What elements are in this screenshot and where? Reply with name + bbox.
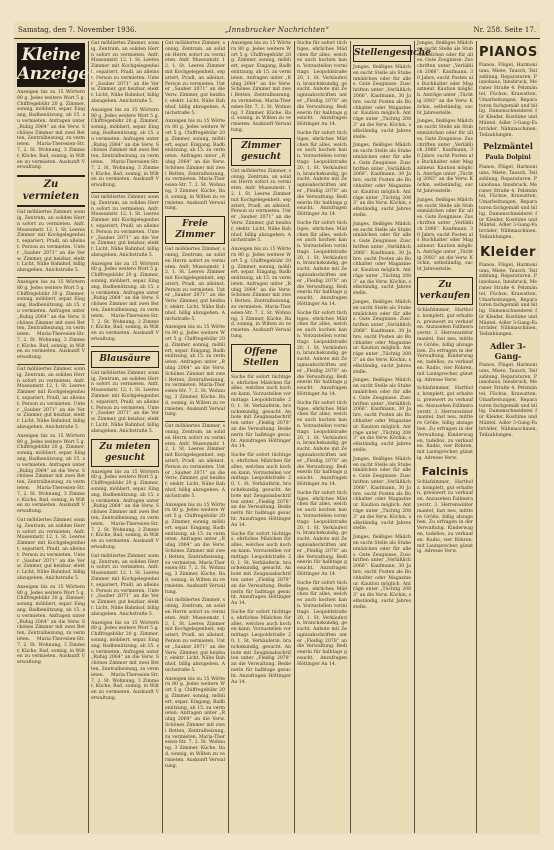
ad-text: Suche für sofort tüchtiges, ehrliches Mädchen für alles, welches auch kochen kann. Vorzustellen vormittags Leopoldstraße 20, 1. St. Verkäuferin, branchekundig, gesucht. Anbote mit Zeugnisabschriften unter „Fleißig 2078“ an die Verwaltung. Bedienerin für halbtags gesucht. Anzufragen Höttinger Au 14. (297, 41, 347, 128)
ad-text: Anzeigen bis zu 15 Wörtern 80 g. Jedes weitere Wort 5 g. Chiffregebühr 20 g. Zimmer, sonnig, möbliert, separ. Eingang, Badbenützung, ab 15. zu vermieten. Anfragen unter „Ruhig 2064“ an die Verw. Schönes Zimmer mit zwei Betten, Zentralheizung, zu vermieten. Maria-Theresien-Str. 7, 2. St. Wohnung, 3 Zimmer, Küche, Bad, sonnig, in Wilten zu vermieten. Auskunft Verwaltung. (17, 584, 85, 666)
ad-text: Gut möbliertes Zimmer, sonnig, Zentrum, an soliden Herrn sofort zu vermieten. Anfr. Museumstr. 12, 1. St. Leeres Zimmer mit Kochgelegenheit, separiert, Pradl, an alleinst. Person zu vermieten. Unter „Sauber 2071“ an die Verw. Zimmer, gut heizbar, elektr. Licht, Nähe Bahnhof, billig abzugeben. Anichstraße 5. (165, 247, 225, 322)
ad-text: Anzeigen bis zu 15 Wörtern 80 g. Jedes weitere Wort 5 g. Chiffregebühr 20 g. Zimmer, sonnig, möbliert, separ. Eingang, Badbenützung, ab 15. zu vermieten. Anfragen unter „Ruhig 2064“ an die Verw. Schönes Zimmer mit zwei Betten, Zentralheizung, zu vermieten. Maria-Theresien-Str. 7, 2. St. Wohnung, 3 Zimmer, Küche, Bad, sonnig, in Wilten zu vermieten. Auskunft Verwaltung. (165, 502, 225, 595)
ad-text: Anzeigen bis zu 15 Wörtern 80 g. Jedes weitere Wort 5 g. Chiffregebühr 20 g. Zimmer, sonnig, möbliert, separ. Eingang, Badbenützung, ab 15. zu vermieten. Anfragen unter „Ruhig 2064“ an die Verw. Schönes Zimmer mit zwei Betten, Zentralheizung, zu vermieten. Maria-Theresien-Str. 7, 2. St. Wohnung, 3 Zimmer, Küche, Bad, sonnig, in Wilten zu vermieten. Auskunft Verwaltung. (17, 433, 85, 515)
ad-text: Pianos, Flügel, Harmoniums, Miete, Tausch, Teilzahlung, Reparaturen. Pianohaus, Innsbruck, Meraner Straße 4. Pelzmäntel, Füchse, Krawatten, Umarbeitungen, Reparaturen fachgemäß und billig. Damenschneiderei für Kleider, Kostüme und Mäntel. Adler 3-Gang-Fahrräder, Nähmaschinen, Teilzahlungen. (479, 165, 537, 240)
ad-text: Junges, fleißiges Mädchen sucht Stelle als Stubenmädchen oder für alles. Gute Zeugnisse. Zuschriften unter „Verläßlich 2066“. Kaufmann, 30 Jahre, sucht Posten als Buchhalter oder Magazineur. Kaution möglich. Anträge unter „Tüchtig 2083“ an die Verw. Köchin, selbständig, sucht Jahresstelle. (417, 41, 473, 116)
page-header (14, 22, 540, 39)
ad-text: Gut möbliertes Zimmer, sonnig, Zentrum, an soliden Herrn sofort zu vermieten. Anfr. Museumstr. 12, 1. St. Leeres Zimmer mit Kochgelegenheit, separiert, Pradl, an alleinst. Person zu vermieten. Unter „Sauber 2071“ an die Verw. Zimmer, gut heizbar, elektr. Licht, Nähe Bahnhof, billig abzugeben. Anichstraße 5. (17, 210, 85, 274)
ad-text: Anzeigen bis zu 15 Wörtern 80 g. Jedes weitere Wort 5 g. Chiffregebühr 20 g. Zimmer, sonnig, möbliert, separ. Eingang, Badbenützung, ab 15. zu vermieten. Anfragen unter „Ruhig 2064“ an die Verw. Schönes Zimmer mit zwei Betten, Zentralheizung, zu vermieten. Maria-Theresien-Str. 7, 2. St. Wohnung, 3 Zimmer, Küche, Bad, sonnig, in Wilten zu vermieten. Auskunft Verwaltung. (231, 41, 291, 133)
header-title: „Innsbrucker Nachrichten“ (224, 26, 330, 34)
pelzmaentel-heading: Pelzmäntel (483, 141, 533, 152)
ad-text: Gut möbliertes Zimmer, sonnig, Zentrum, an soliden Herrn sofort zu vermieten. Anfr. Museumstr. 12, 1. St. Leeres Zimmer mit Kochgelegenheit, separiert, Pradl, an alleinst. Person zu vermieten. Unter „Sauber 2071“ an die Verw. Zimmer, gut heizbar, elektr. Licht, Nähe Bahnhof, billig abzugeben. Anichstraße 5. (165, 41, 225, 116)
ad-text: Suche für sofort tüchtiges, ehrliches Mädchen für alles, welches auch kochen kann. Vorzustellen vormittags Leopoldstraße 20, 1. St. Verkäuferin, branchekundig, gesucht. Anbote mit Zeugnisabschriften unter „Fleißig 2078“ an die Verwaltung. Bedienerin für halbtags gesucht. Anzufragen Höttinger Au 14. (231, 453, 291, 528)
ad-text: Junges, fleißiges Mädchen sucht Stelle als Stubenmädchen oder für alles. Gute Zeugnisse. Zuschriften unter „Verläßlich 2066“. Kaufmann, 30 Jahre, sucht Posten als Buchhalter oder Magazineur. Kaution möglich. Anträge unter „Tüchtig 2083“ an die Verw. Köchin, selbständig, sucht Jahresstelle. (353, 378, 411, 453)
ad-text: Schlafzimmer, Hartholz, komplett, gut erhalten, preiswert zu verkaufen. Anzusehen Fallmerayerstr. 3. Herrenwintermantel, fast neu, mittlere Größe, billig abzugeben. Zu erfragen in der Verwaltung. Kinderwagen, tadellos, zu verkaufen. Radio, vier Röhren, mit Lautsprecher, günstig. Adresse Verw. (417, 479, 473, 555)
ad-text: Pianos, Flügel, Harmoniums, Miete, Tausch, Teilzahlung, Reparaturen. Pianohaus, Innsbruck, Meraner Straße 4. Pelzmäntel, Füchse, Krawatten, Umarbeitungen, Reparaturen fachgemäß und billig. Damenschneiderei für Kleider, Kostüme und Mäntel. Adler 3-Gang-Fahrräder, Nähmaschinen, Teilzahlungen. (479, 63, 537, 138)
ad-text: Gut möbliertes Zimmer, sonnig, Zentrum, an soliden Herrn sofort zu vermieten. Anfr. Museumstr. 12, 1. St. Leeres Zimmer mit Kochgelegenheit, separiert, Pradl, an alleinst. Person zu vermieten. Unter „Sauber 2071“ an die Verw. Zimmer, gut heizbar, elektr. Licht, Nähe Bahnhof, billig abzugeben. Anichstraße 5. (231, 168, 291, 244)
newspaper-page (14, 22, 540, 834)
ad-text: Suche für sofort tüchtiges, ehrliches Mädchen für alles, welches auch kochen kann. Vorzustellen vormittags Leopoldstraße 20, 1. St. Verkäuferin, branchekundig, gesucht. Anbote mit Zeugnisabschriften unter „Fleißig 2078“ an die Verwaltung. Bedienerin für halbtags gesucht. Anzufragen Höttinger Au 14. (297, 220, 347, 308)
ad-text: Suche für sofort tüchtiges, ehrliches Mädchen für alles, welches auch kochen kann. Vorzustellen vormittags Leopoldstraße 20, 1. St. Verkäuferin, branchekundig, gesucht. Anbote mit Zeugnisabschriften unter „Fleißig 2078“ an die Verwaltung. Bedienerin für halbtags gesucht. Anzufragen Höttinger Au 14. (231, 609, 291, 685)
ad-text: Gut möbliertes Zimmer, sonnig, Zentrum, an soliden Herrn sofort zu vermieten. Anfr. Museumstr. 12, 1. St. Leeres Zimmer mit Kochgelegenheit, separiert, Pradl, an alleinst. Person zu vermieten. Unter „Sauber 2071“ an die Verw. Zimmer, gut heizbar, elektr. Licht, Nähe Bahnhof, billig abzugeben. Anichstraße 5. (91, 370, 159, 434)
ad-text: Gut möbliertes Zimmer, sonnig, Zentrum, an soliden Herrn sofort zu vermieten. Anfr. Museumstr. 12, 1. St. Leeres Zimmer mit Kochgelegenheit, separiert, Pradl, an alleinst. Person zu vermieten. Unter „Sauber 2071“ an die Verw. Zimmer, gut heizbar, elektr. Licht, Nähe Bahnhof, billig abzugeben. Anichstraße 5. (165, 598, 225, 673)
ad-text: Junges, fleißiges Mädchen sucht Stelle als Stubenmädchen oder für alles. Gute Zeugnisse. Zuschriften unter „Verläßlich 2066“. Kaufmann, 30 Jahre, sucht Posten als Buchhalter oder Magazineur. Kaution möglich. Anträge unter „Tüchtig 2083“ an die Verw. Köchin, selbständig, sucht Jahresstelle. (353, 535, 411, 610)
ad-text: Schlafzimmer, Hartholz, komplett, gut erhalten, preiswert zu verkaufen. Anzusehen Fallmerayerstr. 3. Herrenwintermantel, fast neu, mittlere Größe, billig abzugeben. Zu erfragen in der Verwaltung. Kinderwagen, tadellos, zu verkaufen. Radio, vier Röhren, mit Lautsprecher, günstig. Adresse Verw. (417, 386, 473, 461)
ad-text: Suche für sofort tüchtiges, ehrliches Mädchen für alles, welches auch kochen kann. Vorzustellen vormittags Leopoldstraße 20, 1. St. Verkäuferin, branchekundig, gesucht. Anbote mit Zeugnisabschriften unter „Fleißig 2078“ an die Verwaltung. Bedienerin für halbtags gesucht. Anzufragen Höttinger Au 14. (297, 310, 347, 398)
zimmer-gesucht-heading: Zimmer gesucht (231, 138, 291, 166)
ad-text: Gut möbliertes Zimmer, sonnig, Zentrum, an soliden Herrn sofort zu vermieten. Anfr. Museumstr. 12, 1. St. Leeres Zimmer mit Kochgelegenheit, separiert, Pradl, an alleinst. Person zu vermieten. Unter „Sauber 2071“ an die Verw. Zimmer, gut heizbar, elektr. Licht, Nähe Bahnhof, billig abzugeben. Anichstraße 5. (91, 553, 159, 617)
ad-text: Anzeigen bis zu 15 Wörtern 80 g. Jedes weitere Wort 5 g. Chiffregebühr 20 g. Zimmer, sonnig, möbliert, separ. Eingang, Badbenützung, ab 15. zu vermieten. Anfragen unter „Ruhig 2064“ an die Verw. Schönes Zimmer mit zwei Betten, Zentralheizung, zu vermieten. Maria-Theresien-Str. 7, 2. St. Wohnung, 3 Zimmer, Küche, Bad, sonnig, in Wilten zu vermieten. Auskunft Verwaltung. (91, 107, 159, 189)
ad-columns (14, 41, 540, 833)
ad-text: Suche für sofort tüchtiges, ehrliches Mädchen für alles, welches auch kochen kann. Vorzustellen vormittags Leopoldstraße 20, 1. St. Verkäuferin, branchekundig, gesucht. Anbote mit Zeugnisabschriften unter „Fleißig 2078“ an die Verwaltung. Bedienerin für halbtags gesucht. Anzufragen Höttinger Au 14. (297, 490, 347, 577)
divider (91, 192, 159, 193)
ad-text: Anzeigen bis zu 15 Wörtern 80 g. Jedes weitere Wort 5 g. Chiffregebühr 20 g. Zimmer, sonnig, möbliert, separ. Eingang, Badbenützung, ab 15. zu vermieten. Anfragen unter „Ruhig 2064“ an die Verw. Schönes Zimmer mit zwei Betten, Zentralheizung, zu vermieten. Maria-Theresien-Str. 7, 2. St. Wohnung, 3 Zimmer, Küche, Bad, sonnig, in Wilten zu vermieten. Auskunft Verwaltung. (165, 325, 225, 418)
ad-text: Anzeigen bis zu 15 Wörtern 80 g. Jedes weitere Wort 5 g. Chiffregebühr 20 g. Zimmer, sonnig, möbliert, separ. Eingang, Badbenützung, ab 15. zu vermieten. Anfragen unter „Ruhig 2064“ an die Verw. Schönes Zimmer mit zwei Betten, Zentralheizung, zu vermieten. Maria-Theresien-Str. 7, 2. St. Wohnung, 3 Zimmer, Küche, Bad, sonnig, in Wilten zu vermieten. Auskunft Verwaltung. (91, 469, 159, 550)
ad-text: Pianos, Flügel, Harmoniums, Miete, Tausch, Teilzahlung, Reparaturen. Pianohaus, Innsbruck, Meraner Straße 4. Pelzmäntel, Füchse, Krawatten, Umarbeitungen, Reparaturen fachgemäß und billig. Damenschneiderei für Kleider, Kostüme und Mäntel. Adler 3-Gang-Fahrräder, Nähmaschinen, Teilzahlungen. (479, 363, 537, 438)
column-3 (162, 41, 229, 833)
ad-text: Suche für sofort tüchtiges, ehrliches Mädchen für alles, welches auch kochen kann. Vorzustellen vormittags Leopoldstraße 20, 1. St. Verkäuferin, branchekundig, gesucht. Anbote mit Zeugnisabschriften unter „Fleißig 2078“ an die Verwaltung. Bedienerin für halbtags gesucht. Anzufragen Höttinger Au 14. (297, 130, 347, 218)
divider (165, 421, 225, 422)
freie-zimmer-heading: Freie Zimmer (165, 216, 225, 244)
ad-text: Gut möbliertes Zimmer, sonnig, Zentrum, an soliden Herrn sofort zu vermieten. Anfr. Museumstr. 12, 1. St. Leeres Zimmer mit Kochgelegenheit, separiert, Pradl, an alleinst. Person zu vermieten. Unter „Sauber 2071“ an die Verw. Zimmer, gut heizbar, elektr. Licht, Nähe Bahnhof, billig abzugeben. Anichstraße 5. (17, 518, 85, 581)
zu-mieten-gesucht-heading: Zu mieten gesucht (91, 439, 159, 467)
column-1 (14, 41, 101, 833)
kleider-heading: Kleider (480, 244, 536, 260)
column-7 (414, 41, 477, 833)
ad-text: Anzeigen bis zu 15 Wörtern 80 g. Jedes weitere Wort 5 g. Chiffregebühr 20 g. Zimmer, sonnig, möbliert, separ. Eingang, Badbenützung, ab 15. zu vermieten. Anfragen unter „Ruhig 2064“ an die Verw. Schönes Zimmer mit zwei Betten, Zentralheizung, zu vermieten. Maria-Theresien-Str. 7, 2. St. Wohnung, 3 Zimmer, Küche, Bad, sonnig, in Wilten zu vermieten. Auskunft Verwaltung. (17, 90, 85, 171)
ad-text: Gut möbliertes Zimmer, sonnig, Zentrum, an soliden Herrn sofort zu vermieten. Anfr. Museumstr. 12, 1. St. Leeres Zimmer mit Kochgelegenheit, separiert, Pradl, an alleinst. Person zu vermieten. Unter „Sauber 2071“ an die Verw. Zimmer, gut heizbar, elektr. Licht, Nähe Bahnhof, billig abzugeben. Anichstraße 5. (165, 424, 225, 499)
ad-text: Anzeigen bis zu 15 Wörtern 80 g. Jedes weitere Wort 5 g. Chiffregebühr 20 g. Zimmer, sonnig, möbliert, separ. Eingang, Badbenützung, ab 15. zu vermieten. Anfragen unter „Ruhig 2064“ an die Verw. Schönes Zimmer mit zwei Betten, Zentralheizung, zu vermieten. Maria-Theresien-Str. 7, 2. St. Wohnung, 3 Zimmer, Küche, Bad, sonnig, in Wilten zu vermieten. Auskunft Verwaltung. (17, 279, 85, 361)
ad-text: Gut möbliertes Zimmer, sonnig, Zentrum, an soliden Herrn sofort zu vermieten. Anfr. Museumstr. 12, 1. St. Leeres Zimmer mit Kochgelegenheit, separiert, Pradl, an alleinst. Person zu vermieten. Unter „Sauber 2071“ an die Verw. Zimmer, gut heizbar, elektr. Licht, Nähe Bahnhof, billig abzugeben. Anichstraße 5. (91, 41, 159, 104)
offene-stellen-heading: Offene Stellen (231, 344, 291, 372)
blausaeure-heading: Blausäure (91, 351, 159, 368)
falcinis-ad-title: Falcinis (421, 464, 469, 478)
ad-text: Gut möbliertes Zimmer, sonnig, Zentrum, an soliden Herrn sofort zu vermieten. Anfr. Museumstr. 12, 1. St. Leeres Zimmer mit Kochgelegenheit, separiert, Pradl, an alleinst. Person zu vermieten. Unter „Sauber 2071“ an die Verw. Zimmer, gut heizbar, elektr. Licht, Nähe Bahnhof, billig abzugeben. Anichstraße 5. (17, 367, 85, 431)
ad-text: Pianos, Flügel, Harmoniums, Miete, Tausch, Teilzahlung, Reparaturen. Pianohaus, Innsbruck, Meraner Straße 4. Pelzmäntel, Füchse, Krawatten, Umarbeitungen, Reparaturen fachgemäß und billig. Damenschneiderei für Kleider, Kostüme und Mäntel. Adler 3-Gang-Fahrräder, Nähmaschinen, Teilzahlungen. (479, 262, 537, 338)
column-6 (350, 41, 431, 833)
stellengesuche-heading: Stellengesuche (353, 45, 411, 62)
ad-text: Junges, fleißiges Mädchen sucht Stelle als Stubenmädchen oder für alles. Gute Zeugnisse. Zuschriften unter „Verläßlich 2066“. Kaufmann, 30 Jahre, sucht Posten als Buchhalter oder Magazineur. Kaution möglich. Anträge unter „Tüchtig 2083“ an die Verw. Köchin, selbständig, sucht Jahresstelle. (353, 65, 411, 140)
ad-text: Anzeigen bis zu 15 Wörtern 80 g. Jedes weitere Wort 5 g. Chiffregebühr 20 g. Zimmer, sonnig, möbliert, separ. Eingang, Badbenützung, ab 15. zu vermieten. Anfragen unter „Ruhig 2064“ an die Verw. Schönes Zimmer mit zwei Betten, Zentralheizung, zu vermieten. Maria-Theresien-Str. 7, 2. St. Wohnung, 3 Zimmer, Küche, Bad, sonnig, in Wilten zu vermieten. Auskunft Verwaltung. (91, 261, 159, 343)
header-page-number: Nr. 258. Seite 17. (473, 26, 536, 34)
ad-text: Junges, fleißiges Mädchen sucht Stelle als Stubenmädchen oder für alles. Gute Zeugnisse. Zuschriften unter „Verläßlich 2066“. Kaufmann, 30 Jahre, sucht Posten als Buchhalter oder Magazineur. Kaution möglich. Anträge unter „Tüchtig 2083“ an die Verw. Köchin, selbständig, sucht Jahresstelle. (353, 456, 411, 532)
zu-vermieten-heading: Zu vermieten (17, 175, 85, 207)
ad-text: Junges, fleißiges Mädchen sucht Stelle als Stubenmädchen oder für alles. Gute Zeugnisse. Zuschriften unter „Verläßlich 2066“. Kaufmann, 30 Jahre, sucht Posten als Buchhalter oder Magazineur. Kaution möglich. Anträge unter „Tüchtig 2083“ an die Verw. Köchin, selbständig, sucht Jahresstelle. (353, 143, 411, 218)
ad-text: Junges, fleißiges Mädchen sucht Stelle als Stubenmädchen oder für alles. Gute Zeugnisse. Zuschriften unter „Verläßlich 2066“. Kaufmann, 30 Jahre, sucht Posten als Buchhalter oder Magazineur. Kaution möglich. Anträge unter „Tüchtig 2083“ an die Verw. Köchin, selbständig, sucht Jahresstelle. (417, 119, 473, 194)
pelzmaentel-subheading: Paula Dolpini (485, 154, 531, 162)
ad-text: Junges, fleißiges Mädchen sucht Stelle als Stubenmädchen oder für alles. Gute Zeugnisse. Zuschriften unter „Verläßlich 2066“. Kaufmann, 30 Jahre, sucht Posten als Buchhalter oder Magazineur. Kaution möglich. Anträge unter „Tüchtig 2083“ an die Verw. Köchin, selbständig, sucht Jahresstelle. (353, 300, 411, 375)
ad-text: Gut möbliertes Zimmer, sonnig, Zentrum, an soliden Herrn sofort zu vermieten. Anfr. Museumstr. 12, 1. St. Leeres Zimmer mit Kochgelegenheit, separiert, Pradl, an alleinst. Person zu vermieten. Unter „Sauber 2071“ an die Verw. Zimmer, gut heizbar, elektr. Licht, Nähe Bahnhof, billig abzugeben. Anichstraße 5. (91, 194, 159, 258)
adler-heading: Adler 3-Gang- (490, 341, 526, 362)
ad-text: Junges, fleißiges Mädchen sucht Stelle als Stubenmädchen oder für alles. Gute Zeugnisse. Zuschriften unter „Verläßlich 2066“. Kaufmann, 30 Jahre, sucht Posten als Buchhalter oder Magazineur. Kaution möglich. Anträge unter „Tüchtig 2083“ an die Verw. Köchin, selbständig, sucht Jahresstelle. (417, 197, 473, 273)
ad-text: Anzeigen bis zu 15 Wörtern 80 g. Jedes weitere Wort 5 g. Chiffregebühr 20 g. Zimmer, sonnig, möbliert, separ. Eingang, Badbenützung, ab 15. zu vermieten. Anfragen unter „Ruhig 2064“ an die Verw. Schönes Zimmer mit zwei Betten, Zentralheizung, zu vermieten. Maria-Theresien-Str. 7, 2. St. Wohnung, 3 Zimmer, Küche, Bad, sonnig, in Wilten zu vermieten. Auskunft Verwaltung. (231, 247, 291, 340)
column-8 (476, 41, 540, 833)
ad-text: Suche für sofort tüchtiges, ehrliches Mädchen für alles, welches auch kochen kann. Vorzustellen vormittags Leopoldstraße 20, 1. St. Verkäuferin, branchekundig, gesucht. Anbote mit Zeugnisabschriften unter „Fleißig 2078“ an die Verwaltung. Bedienerin für halbtags gesucht. Anzufragen Höttinger Au 14. (231, 374, 291, 450)
ad-text: Suche für sofort tüchtiges, ehrliches Mädchen für alles, welches auch kochen kann. Vorzustellen vormittags Leopoldstraße 20, 1. St. Verkäuferin, branchekundig, gesucht. Anbote mit Zeugnisabschriften unter „Fleißig 2078“ an die Verwaltung. Bedienerin für halbtags gesucht. Anzufragen Höttinger Au 14. (297, 400, 347, 487)
ad-text: Schlafzimmer, Hartholz, komplett, gut erhalten, preiswert zu verkaufen. Anzusehen Fallmerayerstr. 3. Herrenwintermantel, fast neu, mittlere Größe, billig abzugeben. Zu erfragen in der Verwaltung. Kinderwagen, tadellos, zu verkaufen. Radio, vier Röhren, mit Lautsprecher, günstig. Adresse Verw. (417, 308, 473, 383)
ad-text: Junges, fleißiges Mädchen sucht Stelle als Stubenmädchen oder für alles. Gute Zeugnisse. Zuschriften unter „Verläßlich 2066“. Kaufmann, 30 Jahre, sucht Posten als Buchhalter oder Magazineur. Kaution möglich. Anträge unter „Tüchtig 2083“ an die Verw. Köchin, selbständig, sucht Jahresstelle. (353, 221, 411, 297)
kleine-anzeigen-masthead: Kleine Anzeigen (17, 43, 85, 87)
ad-text: Suche für sofort tüchtiges, ehrliches Mädchen für alles, welches auch kochen kann. Vorzustellen vormittags Leopoldstraße 20, 1. St. Verkäuferin, branchekundig, gesucht. Anbote mit Zeugnisabschriften unter „Fleißig 2078“ an die Verwaltung. Bedienerin für halbtags gesucht. Anzufragen Höttinger Au 14. (297, 580, 347, 667)
zu-verkaufen-heading: Zu verkaufen (417, 277, 473, 305)
ad-text: Anzeigen bis zu 15 Wörtern 80 g. Jedes weitere Wort 5 g. Chiffregebühr 20 g. Zimmer, sonnig, möbliert, separ. Eingang, Badbenützung, ab 15. zu vermieten. Anfragen unter „Ruhig 2064“ an die Verw. Schönes Zimmer mit zwei Betten, Zentralheizung, zu vermieten. Maria-Theresien-Str. 7, 2. St. Wohnung, 3 Zimmer, Küche, Bad, sonnig, in Wilten zu vermieten. Auskunft Verwaltung. (165, 676, 225, 769)
divider (17, 364, 85, 365)
header-date: Samstag, den 7. November 1936. (18, 26, 137, 34)
column-2 (88, 41, 163, 833)
ad-text: Anzeigen bis zu 15 Wörtern 80 g. Jedes weitere Wort 5 g. Chiffregebühr 20 g. Zimmer, sonnig, möbliert, separ. Eingang, Badbenützung, ab 15. zu vermieten. Anfragen unter „Ruhig 2064“ an die Verw. Schönes Zimmer mit zwei Betten, Zentralheizung, zu vermieten. Maria-Theresien-Str. 7, 2. St. Wohnung, 3 Zimmer, Küche, Bad, sonnig, in Wilten zu vermieten. Auskunft Verwaltung. (91, 620, 159, 701)
column-4 (228, 41, 295, 833)
column-5 (294, 41, 351, 833)
ad-text: Suche für sofort tüchtiges, ehrliches Mädchen für alles, welches auch kochen kann. Vorzustellen vormittags Leopoldstraße 20, 1. St. Verkäuferin, branchekundig, gesucht. Anbote mit Zeugnisabschriften unter „Fleißig 2078“ an die Verwaltung. Bedienerin für halbtags gesucht. Anzufragen Höttinger Au 14. (231, 531, 291, 607)
divider (91, 346, 159, 347)
divider (17, 277, 85, 278)
pianos-heading: PIANOS (479, 45, 538, 60)
ad-text: Anzeigen bis zu 15 Wörtern 80 g. Jedes weitere Wort 5 g. Chiffregebühr 20 g. Zimmer, sonnig, möbliert, separ. Eingang, Badbenützung, ab 15. zu vermieten. Anfragen unter „Ruhig 2064“ an die Verw. Schönes Zimmer mit zwei Betten, Zentralheizung, zu vermieten. Maria-Theresien-Str. 7, 2. St. Wohnung, 3 Zimmer, Küche, Bad, sonnig, in Wilten zu vermieten. Auskunft Verwaltung. (165, 119, 225, 212)
